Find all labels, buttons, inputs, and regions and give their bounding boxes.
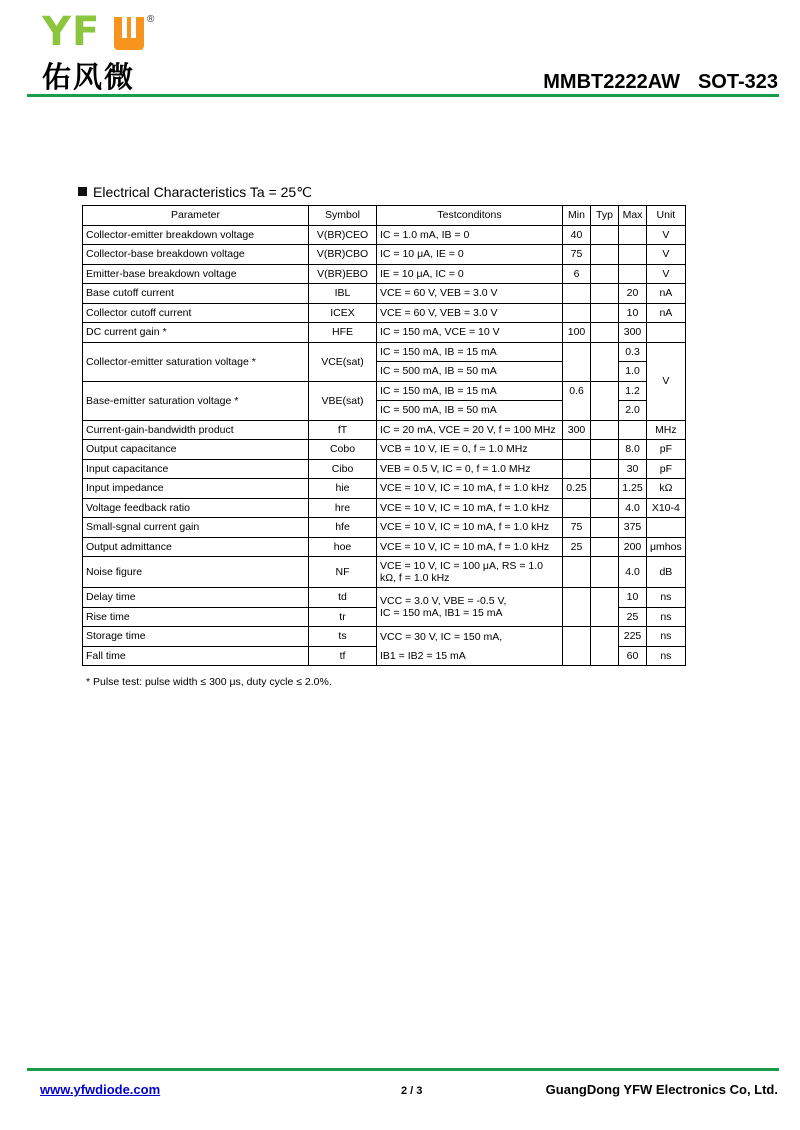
- param-cell: Storage time: [83, 627, 309, 647]
- part-number: MMBT2222AW: [543, 71, 680, 93]
- param-cell: Voltage feedback ratio: [83, 498, 309, 518]
- table-row: [83, 627, 686, 647]
- unit-cell: MHz: [647, 420, 686, 440]
- max-cell: [619, 225, 647, 245]
- unit-cell: ns: [647, 607, 686, 627]
- symbol-cell: hie: [309, 479, 377, 499]
- typ-cell: [591, 479, 619, 499]
- max-cell: 375: [619, 518, 647, 538]
- max-cell: 60: [619, 646, 647, 666]
- logo-chinese-name: 佑风微: [42, 60, 136, 94]
- max-cell: 10: [619, 303, 647, 323]
- typ-cell: [591, 284, 619, 304]
- symbol-cell: hfe: [309, 518, 377, 538]
- test-cell: IC = 1.0 mA, IB = 0: [377, 225, 563, 245]
- test-cell: [377, 627, 563, 666]
- min-cell: [563, 303, 591, 323]
- test-cell: IC = 150 mA, IB = 15 mA: [377, 342, 563, 362]
- header-cell: Unit: [647, 206, 686, 226]
- min-cell: 100: [563, 323, 591, 343]
- param-cell: Collector cutoff current: [83, 303, 309, 323]
- param-cell: Base cutoff current: [83, 284, 309, 304]
- typ-cell: [591, 245, 619, 265]
- min-cell: [563, 284, 591, 304]
- unit-cell: V: [647, 342, 686, 420]
- min-cell: 300: [563, 420, 591, 440]
- min-cell: 0.6: [563, 381, 591, 420]
- min-cell: [563, 342, 591, 381]
- param-cell: Noise figure: [83, 557, 309, 588]
- table-row: [83, 225, 686, 245]
- electrical-characteristics-table: [82, 205, 686, 666]
- table-row: [83, 498, 686, 518]
- typ-cell: [591, 459, 619, 479]
- max-cell: 20: [619, 284, 647, 304]
- symbol-cell: fT: [309, 420, 377, 440]
- param-cell: DC current gain *: [83, 323, 309, 343]
- table-row: [83, 245, 686, 265]
- symbol-cell: NF: [309, 557, 377, 588]
- min-cell: 6: [563, 264, 591, 284]
- test-cell: VCB = 10 V, IE = 0, f = 1.0 MHz: [377, 440, 563, 460]
- footer-rule: [27, 1068, 779, 1071]
- typ-cell: [591, 420, 619, 440]
- table-row: [83, 537, 686, 557]
- max-cell: 300: [619, 323, 647, 343]
- param-cell: Output admittance: [83, 537, 309, 557]
- typ-cell: [591, 381, 619, 420]
- table-row: [83, 323, 686, 343]
- min-cell: 0.25: [563, 479, 591, 499]
- max-cell: [619, 420, 647, 440]
- unit-cell: V: [647, 245, 686, 265]
- symbol-cell: IBL: [309, 284, 377, 304]
- param-cell: Collector-emitter breakdown voltage: [83, 225, 309, 245]
- test-cell: VCE = 10 V, IC = 10 mA, f = 1.0 kHz: [377, 479, 563, 499]
- test-cell: VCE = 10 V, IC = 10 mA, f = 1.0 kHz: [377, 518, 563, 538]
- max-cell: 1.2: [619, 381, 647, 401]
- table-row: [83, 303, 686, 323]
- test-cell: VCE = 60 V, VEB = 3.0 V: [377, 284, 563, 304]
- symbol-cell: ICEX: [309, 303, 377, 323]
- typ-cell: [591, 440, 619, 460]
- typ-cell: [591, 627, 619, 666]
- table-row: [83, 420, 686, 440]
- param-cell: Base-emitter saturation voltage *: [83, 381, 309, 420]
- unit-cell: kΩ: [647, 479, 686, 499]
- table-row: [83, 518, 686, 538]
- param-cell: Collector-emitter saturation voltage *: [83, 342, 309, 381]
- part-title: [543, 71, 778, 94]
- table-header-row: [83, 206, 686, 226]
- param-cell: Input capacitance: [83, 459, 309, 479]
- test-line: IC = 150 mA, IB1 = 15 mA: [380, 607, 503, 619]
- max-cell: 4.0: [619, 498, 647, 518]
- table-row: [83, 557, 686, 588]
- typ-cell: [591, 225, 619, 245]
- header-cell: Symbol: [309, 206, 377, 226]
- table-row: [83, 342, 686, 362]
- page-number: 2 / 3: [401, 1085, 423, 1097]
- company-name: GuangDong YFW Electronics Co, Ltd.: [545, 1082, 778, 1097]
- registered-mark: ®: [147, 14, 155, 25]
- max-cell: 4.0: [619, 557, 647, 588]
- test-cell: VCE = 10 V, IC = 10 mA, f = 1.0 kHz: [377, 537, 563, 557]
- unit-cell: ns: [647, 588, 686, 608]
- max-cell: 1.0: [619, 362, 647, 382]
- unit-cell: [647, 518, 686, 538]
- typ-cell: [591, 303, 619, 323]
- test-cell: IE = 10 μA, IC = 0: [377, 264, 563, 284]
- table-row: [83, 588, 686, 608]
- max-cell: 30: [619, 459, 647, 479]
- max-cell: 200: [619, 537, 647, 557]
- square-bullet-icon: [78, 187, 87, 196]
- symbol-cell: tr: [309, 607, 377, 627]
- param-cell: Delay time: [83, 588, 309, 608]
- min-cell: 75: [563, 518, 591, 538]
- symbol-cell: HFE: [309, 323, 377, 343]
- unit-cell: [647, 323, 686, 343]
- table-row: [83, 479, 686, 499]
- param-cell: Small-sgnal current gain: [83, 518, 309, 538]
- test-cell: IC = 150 mA, VCE = 10 V: [377, 323, 563, 343]
- max-cell: 8.0: [619, 440, 647, 460]
- symbol-cell: V(BR)CEO: [309, 225, 377, 245]
- min-cell: [563, 557, 591, 588]
- unit-cell: ns: [647, 627, 686, 647]
- test-cell: IC = 500 mA, IB = 50 mA: [377, 362, 563, 382]
- header-cell: Max: [619, 206, 647, 226]
- section-title-text: Electrical Characteristics Ta = 25℃: [93, 184, 312, 200]
- test-cell: IC = 500 mA, IB = 50 mA: [377, 401, 563, 421]
- test-cell: [377, 588, 563, 627]
- max-cell: 0.3: [619, 342, 647, 362]
- min-cell: [563, 498, 591, 518]
- max-cell: [619, 264, 647, 284]
- unit-cell: μmhos: [647, 537, 686, 557]
- package-name: SOT-323: [697, 71, 778, 93]
- max-cell: 25: [619, 607, 647, 627]
- table-row: [83, 381, 686, 401]
- min-cell: 40: [563, 225, 591, 245]
- symbol-cell: VCE(sat): [309, 342, 377, 381]
- unit-cell: nA: [647, 303, 686, 323]
- max-cell: [619, 245, 647, 265]
- logo-letters: YF: [42, 9, 101, 55]
- symbol-cell: Cibo: [309, 459, 377, 479]
- typ-cell: [591, 342, 619, 381]
- typ-cell: [591, 537, 619, 557]
- test-cell: VCE = 10 V, IC = 100 μA, RS = 1.0 kΩ, f = 1.0 kHz: [377, 557, 563, 588]
- symbol-cell: Cobo: [309, 440, 377, 460]
- table-row: [83, 459, 686, 479]
- header-rule: [27, 94, 779, 97]
- param-cell: Input impedance: [83, 479, 309, 499]
- test-cell: VEB = 0.5 V, IC = 0, f = 1.0 MHz: [377, 459, 563, 479]
- section-title: [78, 184, 312, 201]
- test-cell: IC = 20 mA, VCE = 20 V, f = 100 MHz: [377, 420, 563, 440]
- symbol-cell: V(BR)CBO: [309, 245, 377, 265]
- min-cell: 75: [563, 245, 591, 265]
- website-link[interactable]: www.yfwdiode.com: [40, 1082, 161, 1097]
- typ-cell: [591, 557, 619, 588]
- param-cell: Output capacitance: [83, 440, 309, 460]
- symbol-cell: tf: [309, 646, 377, 666]
- min-cell: [563, 440, 591, 460]
- table-row: [83, 264, 686, 284]
- typ-cell: [591, 264, 619, 284]
- test-line: VCC = 3.0 V, VBE = -0.5 V,: [380, 595, 507, 607]
- min-cell: 25: [563, 537, 591, 557]
- param-cell: Collector-base breakdown voltage: [83, 245, 309, 265]
- typ-cell: [591, 323, 619, 343]
- param-cell: Emitter-base breakdown voltage: [83, 264, 309, 284]
- header-cell: Typ: [591, 206, 619, 226]
- symbol-cell: hre: [309, 498, 377, 518]
- max-cell: 225: [619, 627, 647, 647]
- pulse-test-note: * Pulse test: pulse width ≤ 300 μs, duty cycle ≤ 2.0%.: [86, 676, 332, 688]
- max-cell: 1.25: [619, 479, 647, 499]
- header-cell: Testconditons: [377, 206, 563, 226]
- max-cell: 10: [619, 588, 647, 608]
- header-cell: Parameter: [83, 206, 309, 226]
- param-cell: Fall time: [83, 646, 309, 666]
- symbol-cell: hoe: [309, 537, 377, 557]
- param-cell: Current-gain-bandwidth product: [83, 420, 309, 440]
- typ-cell: [591, 588, 619, 627]
- table-row: [83, 440, 686, 460]
- min-cell: [563, 588, 591, 627]
- company-logo: [40, 8, 170, 96]
- unit-cell: X10-4: [647, 498, 686, 518]
- test-line: IB1 = IB2 = 15 mA: [380, 649, 466, 662]
- table-row: [83, 284, 686, 304]
- unit-cell: pF: [647, 459, 686, 479]
- unit-cell: pF: [647, 440, 686, 460]
- test-cell: IC = 150 mA, IB = 15 mA: [377, 381, 563, 401]
- test-cell: VCE = 60 V, VEB = 3.0 V: [377, 303, 563, 323]
- typ-cell: [591, 498, 619, 518]
- header-cell: Min: [563, 206, 591, 226]
- test-line: VCC = 30 V, IC = 150 mA,: [380, 630, 503, 643]
- logo-u-mark: [114, 17, 144, 50]
- symbol-cell: V(BR)EBO: [309, 264, 377, 284]
- unit-cell: nA: [647, 284, 686, 304]
- symbol-cell: VBE(sat): [309, 381, 377, 420]
- unit-cell: V: [647, 264, 686, 284]
- unit-cell: ns: [647, 646, 686, 666]
- min-cell: [563, 459, 591, 479]
- unit-cell: V: [647, 225, 686, 245]
- unit-cell: dB: [647, 557, 686, 588]
- test-cell: VCE = 10 V, IC = 10 mA, f = 1.0 kHz: [377, 498, 563, 518]
- param-cell: Rise time: [83, 607, 309, 627]
- symbol-cell: td: [309, 588, 377, 608]
- max-cell: 2.0: [619, 401, 647, 421]
- typ-cell: [591, 518, 619, 538]
- symbol-cell: ts: [309, 627, 377, 647]
- test-cell: IC = 10 μA, IE = 0: [377, 245, 563, 265]
- min-cell: [563, 627, 591, 666]
